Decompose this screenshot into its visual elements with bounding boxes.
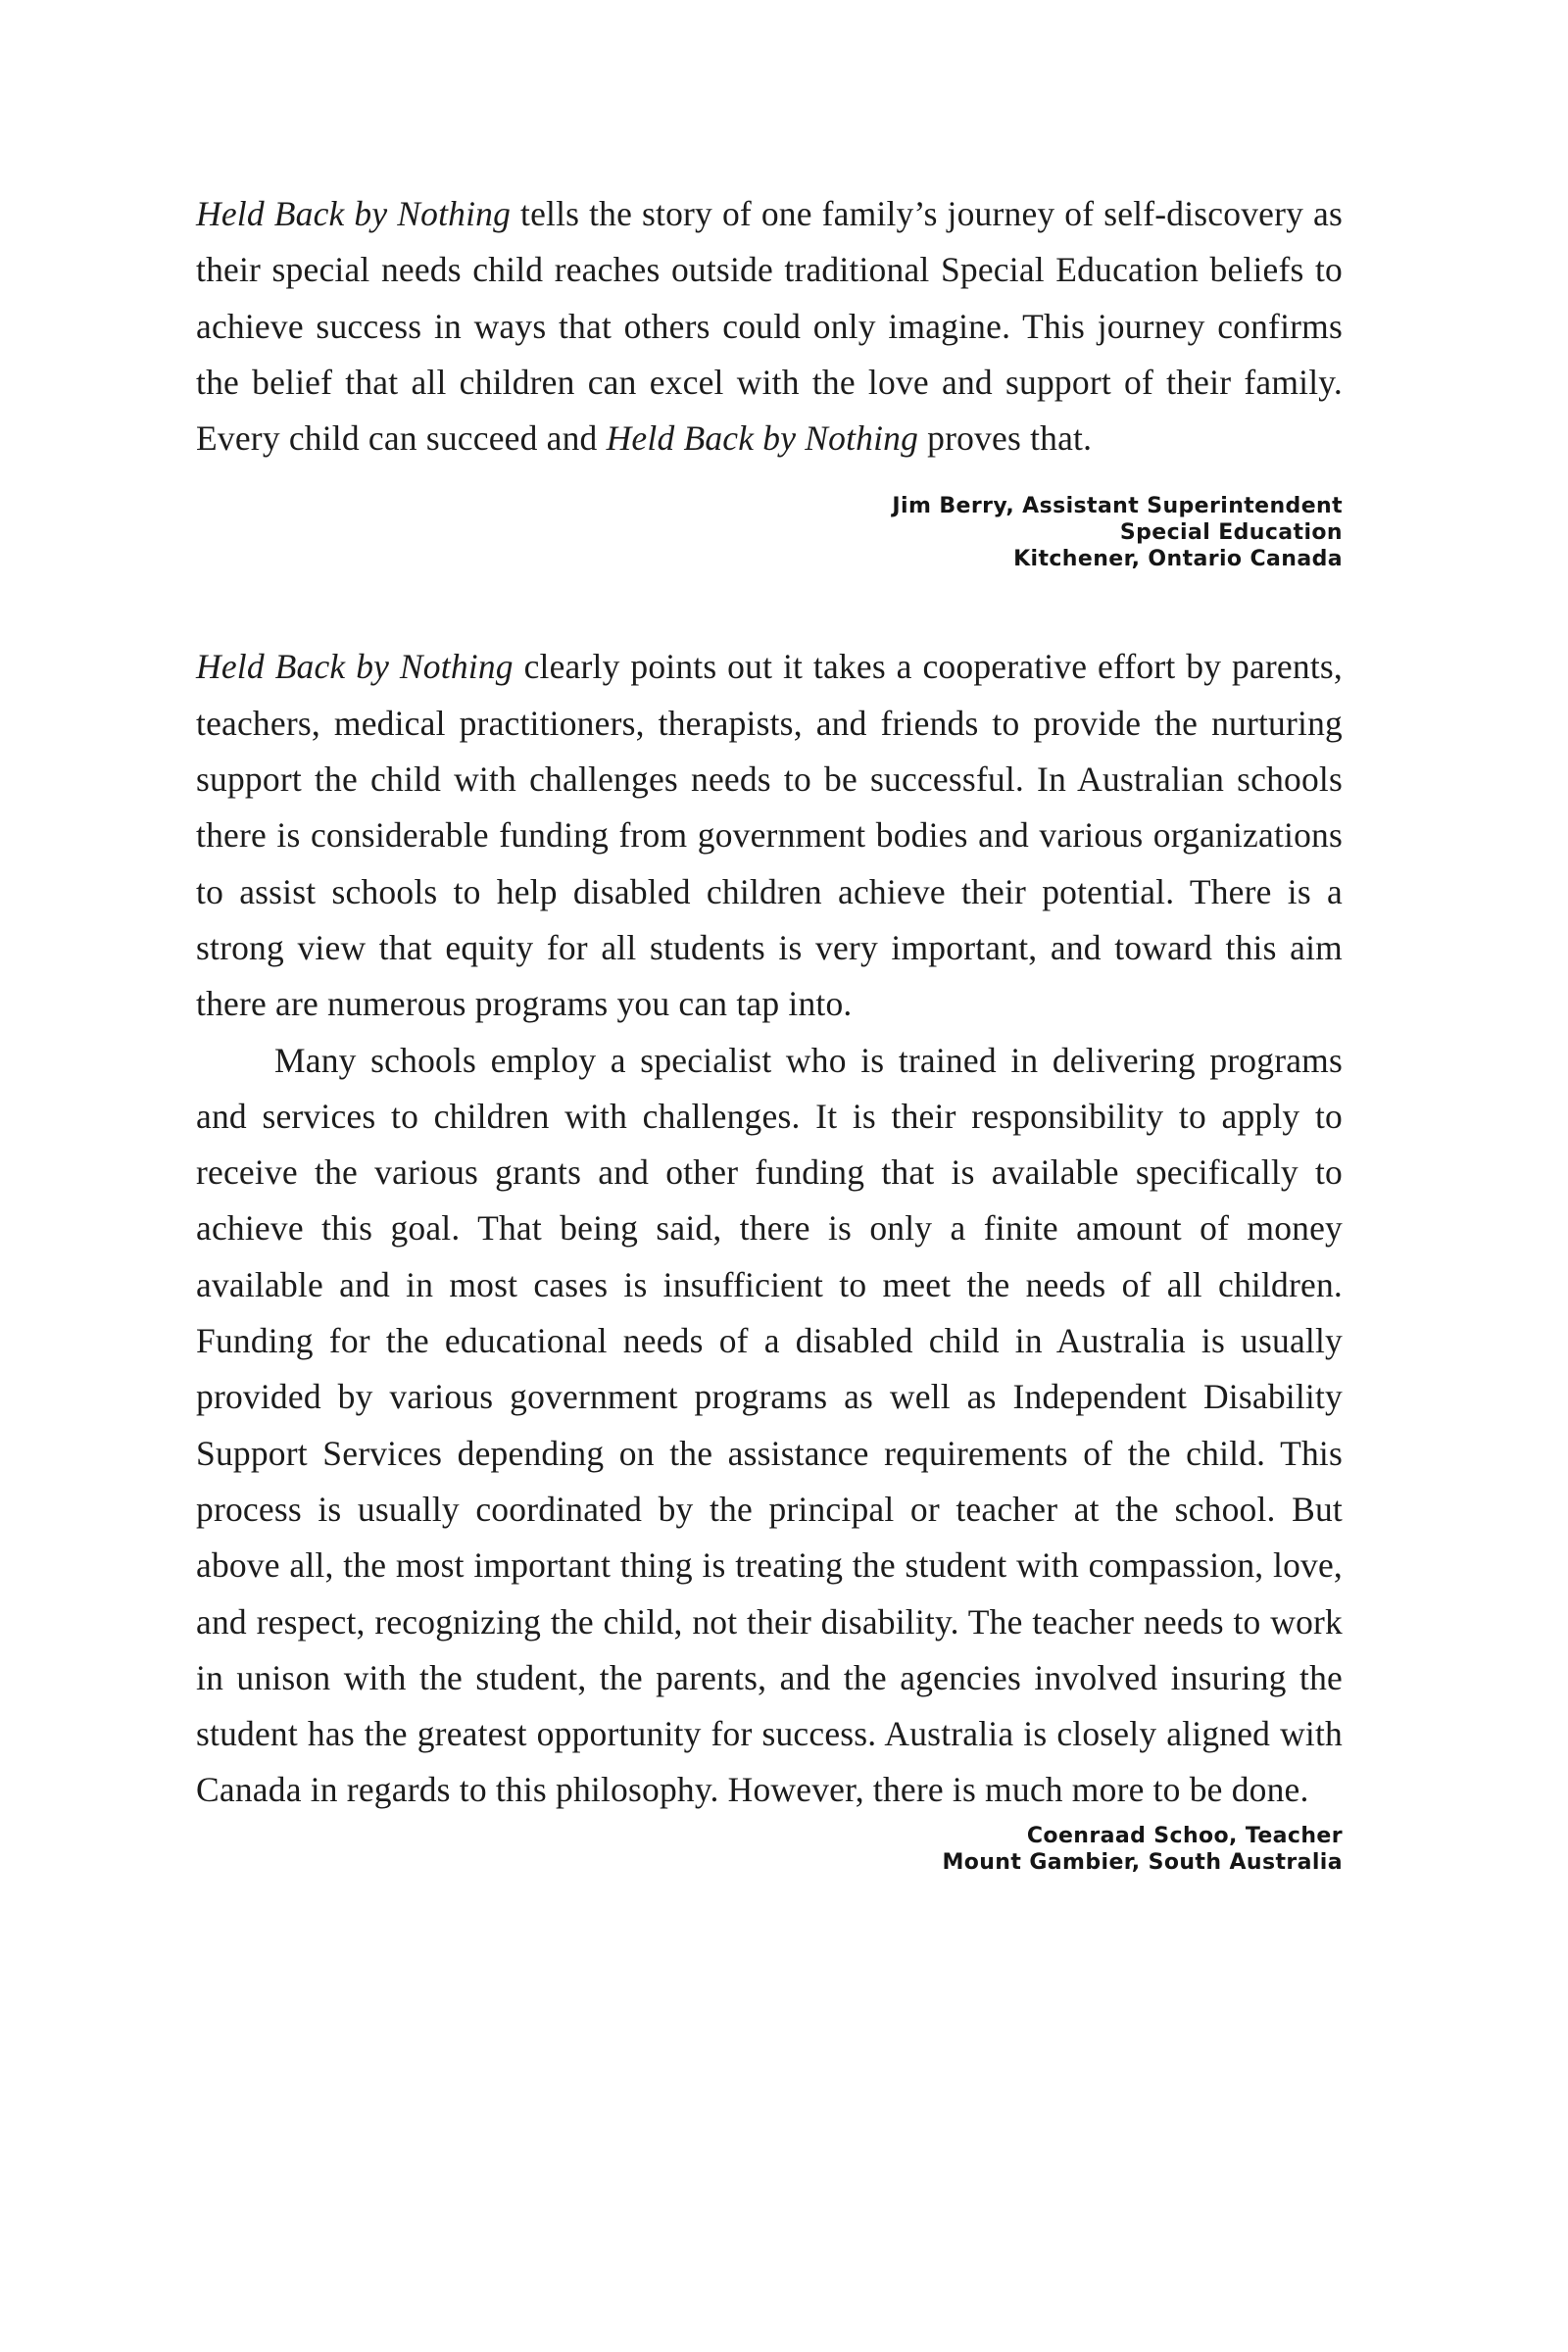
attribution-line: Mount Gambier, South Australia <box>942 1849 1343 1875</box>
testimonial-1-text-part-2: proves that. <box>918 418 1093 459</box>
book-title-italic: Held Back by Nothing <box>196 647 514 687</box>
attribution-line: Jim Berry, Assistant Superintendent <box>892 494 1343 519</box>
book-page <box>196 186 1343 1876</box>
book-title-italic: Held Back by Nothing <box>196 194 512 233</box>
attribution-line: Coenraad Schoo, Teacher <box>1026 1823 1343 1848</box>
testimonial-2-text-part-1: clearly points out it takes a cooperative effort by parents, teachers, medical practitioners, therapists, and friends to provide the nurturing support the child with challenges needs to be successful. In Australian schools there is considerable funding from government bodies and various organizations to assist schools to help disabled children achieve their potential. There is a strong view that equity for all students is very important, and toward this aim there are numerous programs you can tap into. <box>196 647 1343 1024</box>
attribution-line: Special Education <box>1119 520 1343 546</box>
testimonial-1-attribution <box>196 493 1343 572</box>
testimonial-2-attribution <box>196 1823 1343 1876</box>
testimonial-1-paragraph <box>196 186 1343 466</box>
testimonial-2-paragraph-1 <box>196 639 1343 1032</box>
testimonial-2-paragraph-2: Many schools employ a specialist who is trained in delivering programs and services to children with challenges. It is their responsibility to apply to receive the various grants and other funding that is available specifically to achieve this goal. That being said, there is only a finite amount of money available and in most cases is insufficient to meet the needs of all children. Funding for the educational needs of a disabled child in Australia is usually provided by various government programs as well as Independent Disability Support Services depending on the assistance requirements of the child. This process is usually coordinated by the principal or teacher at the school. But above all, the most important thing is treating the student with compassion, love, and respect, recognizing the child, not their disability. The teacher needs to work in unison with the student, the parents, and the agencies involved insuring the student has the greatest opportunity for success. Australia is closely aligned with Canada in regards to this philosophy. However, there is much more to be done. <box>196 1040 1343 1810</box>
attribution-line: Kitchener, Ontario Canada <box>1013 547 1343 572</box>
book-title-italic: Held Back by Nothing <box>606 418 919 459</box>
testimonial-1-text-part-1: tells the story of one family’s journey of self-discovery as their special needs child reaches outside traditional Special Education beliefs to achieve success in ways that others could only imagine. This journey confirms the belief that all children can excel with the love and support of their family. Every child can succeed and <box>196 194 1343 459</box>
